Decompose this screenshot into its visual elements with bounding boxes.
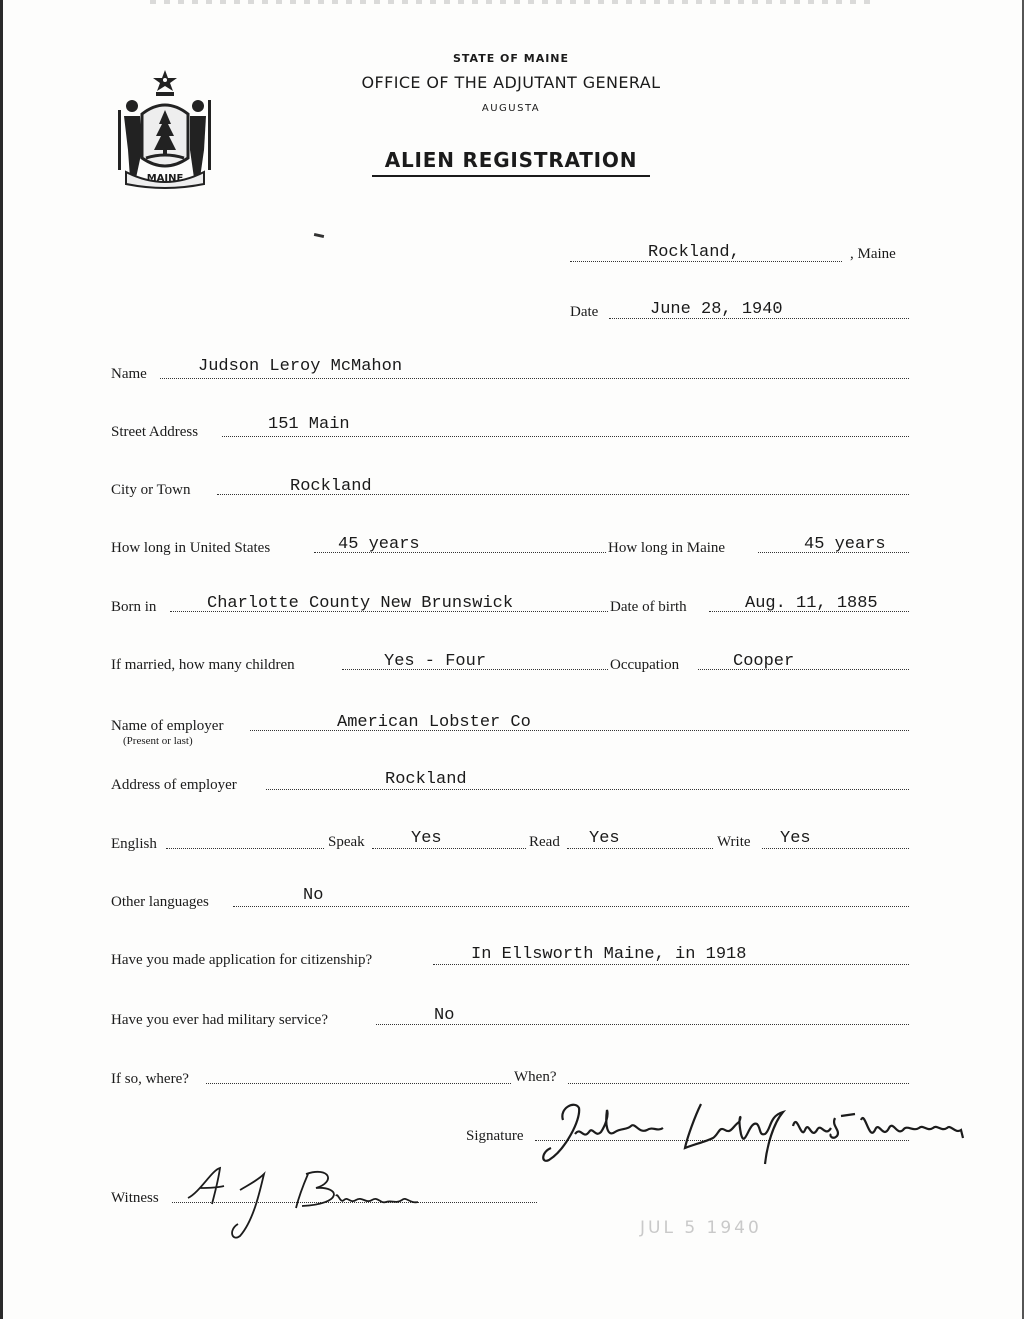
english-label: English [111,836,157,852]
employer-name-sublabel: (Present or last) [123,735,193,747]
english-line [166,848,324,849]
employer-address-label: Address of employer [111,777,237,793]
where-line [206,1083,511,1084]
date-of-birth-label: Date of birth [610,599,687,615]
received-stamp: JUL 5 1940 [640,1218,762,1238]
location-state-label: , Maine [850,246,896,262]
write-line [762,848,909,849]
name-line [160,378,909,379]
header-state: STATE OF MAINE [452,52,570,65]
occupation-value: Cooper [733,652,795,671]
born-in-label: Born in [111,599,157,615]
street-address-label: Street Address [111,424,199,440]
city-label: City or Town [111,482,191,498]
street-address-line [222,436,909,437]
signature-handwriting [535,1090,975,1170]
street-address-value: 151 Main [268,415,350,434]
born-in-value: Charlotte County New Brunswick [207,594,514,613]
read-line [567,848,713,849]
name-value: Judson Leroy McMahon [198,357,403,376]
ink-speck [314,233,324,238]
seal-ribbon-text: MAINE [146,173,184,184]
how-long-us-value: 45 years [338,535,420,554]
employer-name-value: American Lobster Co [337,713,531,732]
witness-label: Witness [111,1190,159,1206]
date-value: June 28, 1940 [650,300,783,319]
speak-line [372,848,526,849]
military-label: Have you ever had military service? [111,1012,328,1028]
how-long-maine-value: 45 years [804,535,886,554]
occupation-label: Occupation [610,657,680,673]
occupation-line [698,669,909,670]
other-languages-value: No [303,886,324,905]
header-city: AUGUSTA [481,103,541,114]
name-label: Name [111,366,147,382]
employer-address-line [266,789,909,790]
city-value: Rockland [290,477,372,496]
date-label: Date [570,304,599,320]
speak-value: Yes [411,829,442,848]
read-value: Yes [589,829,620,848]
signature-label: Signature [466,1128,524,1144]
when-label: When? [514,1069,557,1085]
witness-handwriting [180,1160,440,1246]
military-line [376,1024,909,1025]
children-label: If married, how many children [111,657,295,673]
read-label: Read [529,834,560,850]
how-long-us-label: How long in United States [111,540,271,556]
citizenship-label: Have you made application for citizenship? [111,952,373,968]
write-value: Yes [780,829,811,848]
scan-edge-left [0,0,3,1319]
citizenship-line [433,964,909,965]
other-languages-label: Other languages [111,894,209,910]
signature-text [600,1160,620,1162]
military-value: No [434,1006,455,1025]
form-title: ALIEN REGISTRATION [372,148,650,177]
date-of-birth-value: Aug. 11, 1885 [745,594,878,613]
other-languages-line [233,906,909,907]
how-long-maine-label: How long in Maine [608,540,726,556]
scan-noise [150,0,870,4]
when-line [568,1083,909,1084]
location-city-value: Rockland, [648,243,740,262]
header-office: OFFICE OF THE ADJUTANT GENERAL [361,73,661,92]
speak-label: Speak [328,834,365,850]
witness-text [300,1200,308,1202]
write-label: Write [717,834,751,850]
where-label: If so, where? [111,1071,189,1087]
employer-name-label: Name of employer [111,718,224,734]
employer-address-value: Rockland [385,770,467,789]
citizenship-value: In Ellsworth Maine, in 1918 [471,945,747,964]
children-value: Yes - Four [384,652,487,671]
